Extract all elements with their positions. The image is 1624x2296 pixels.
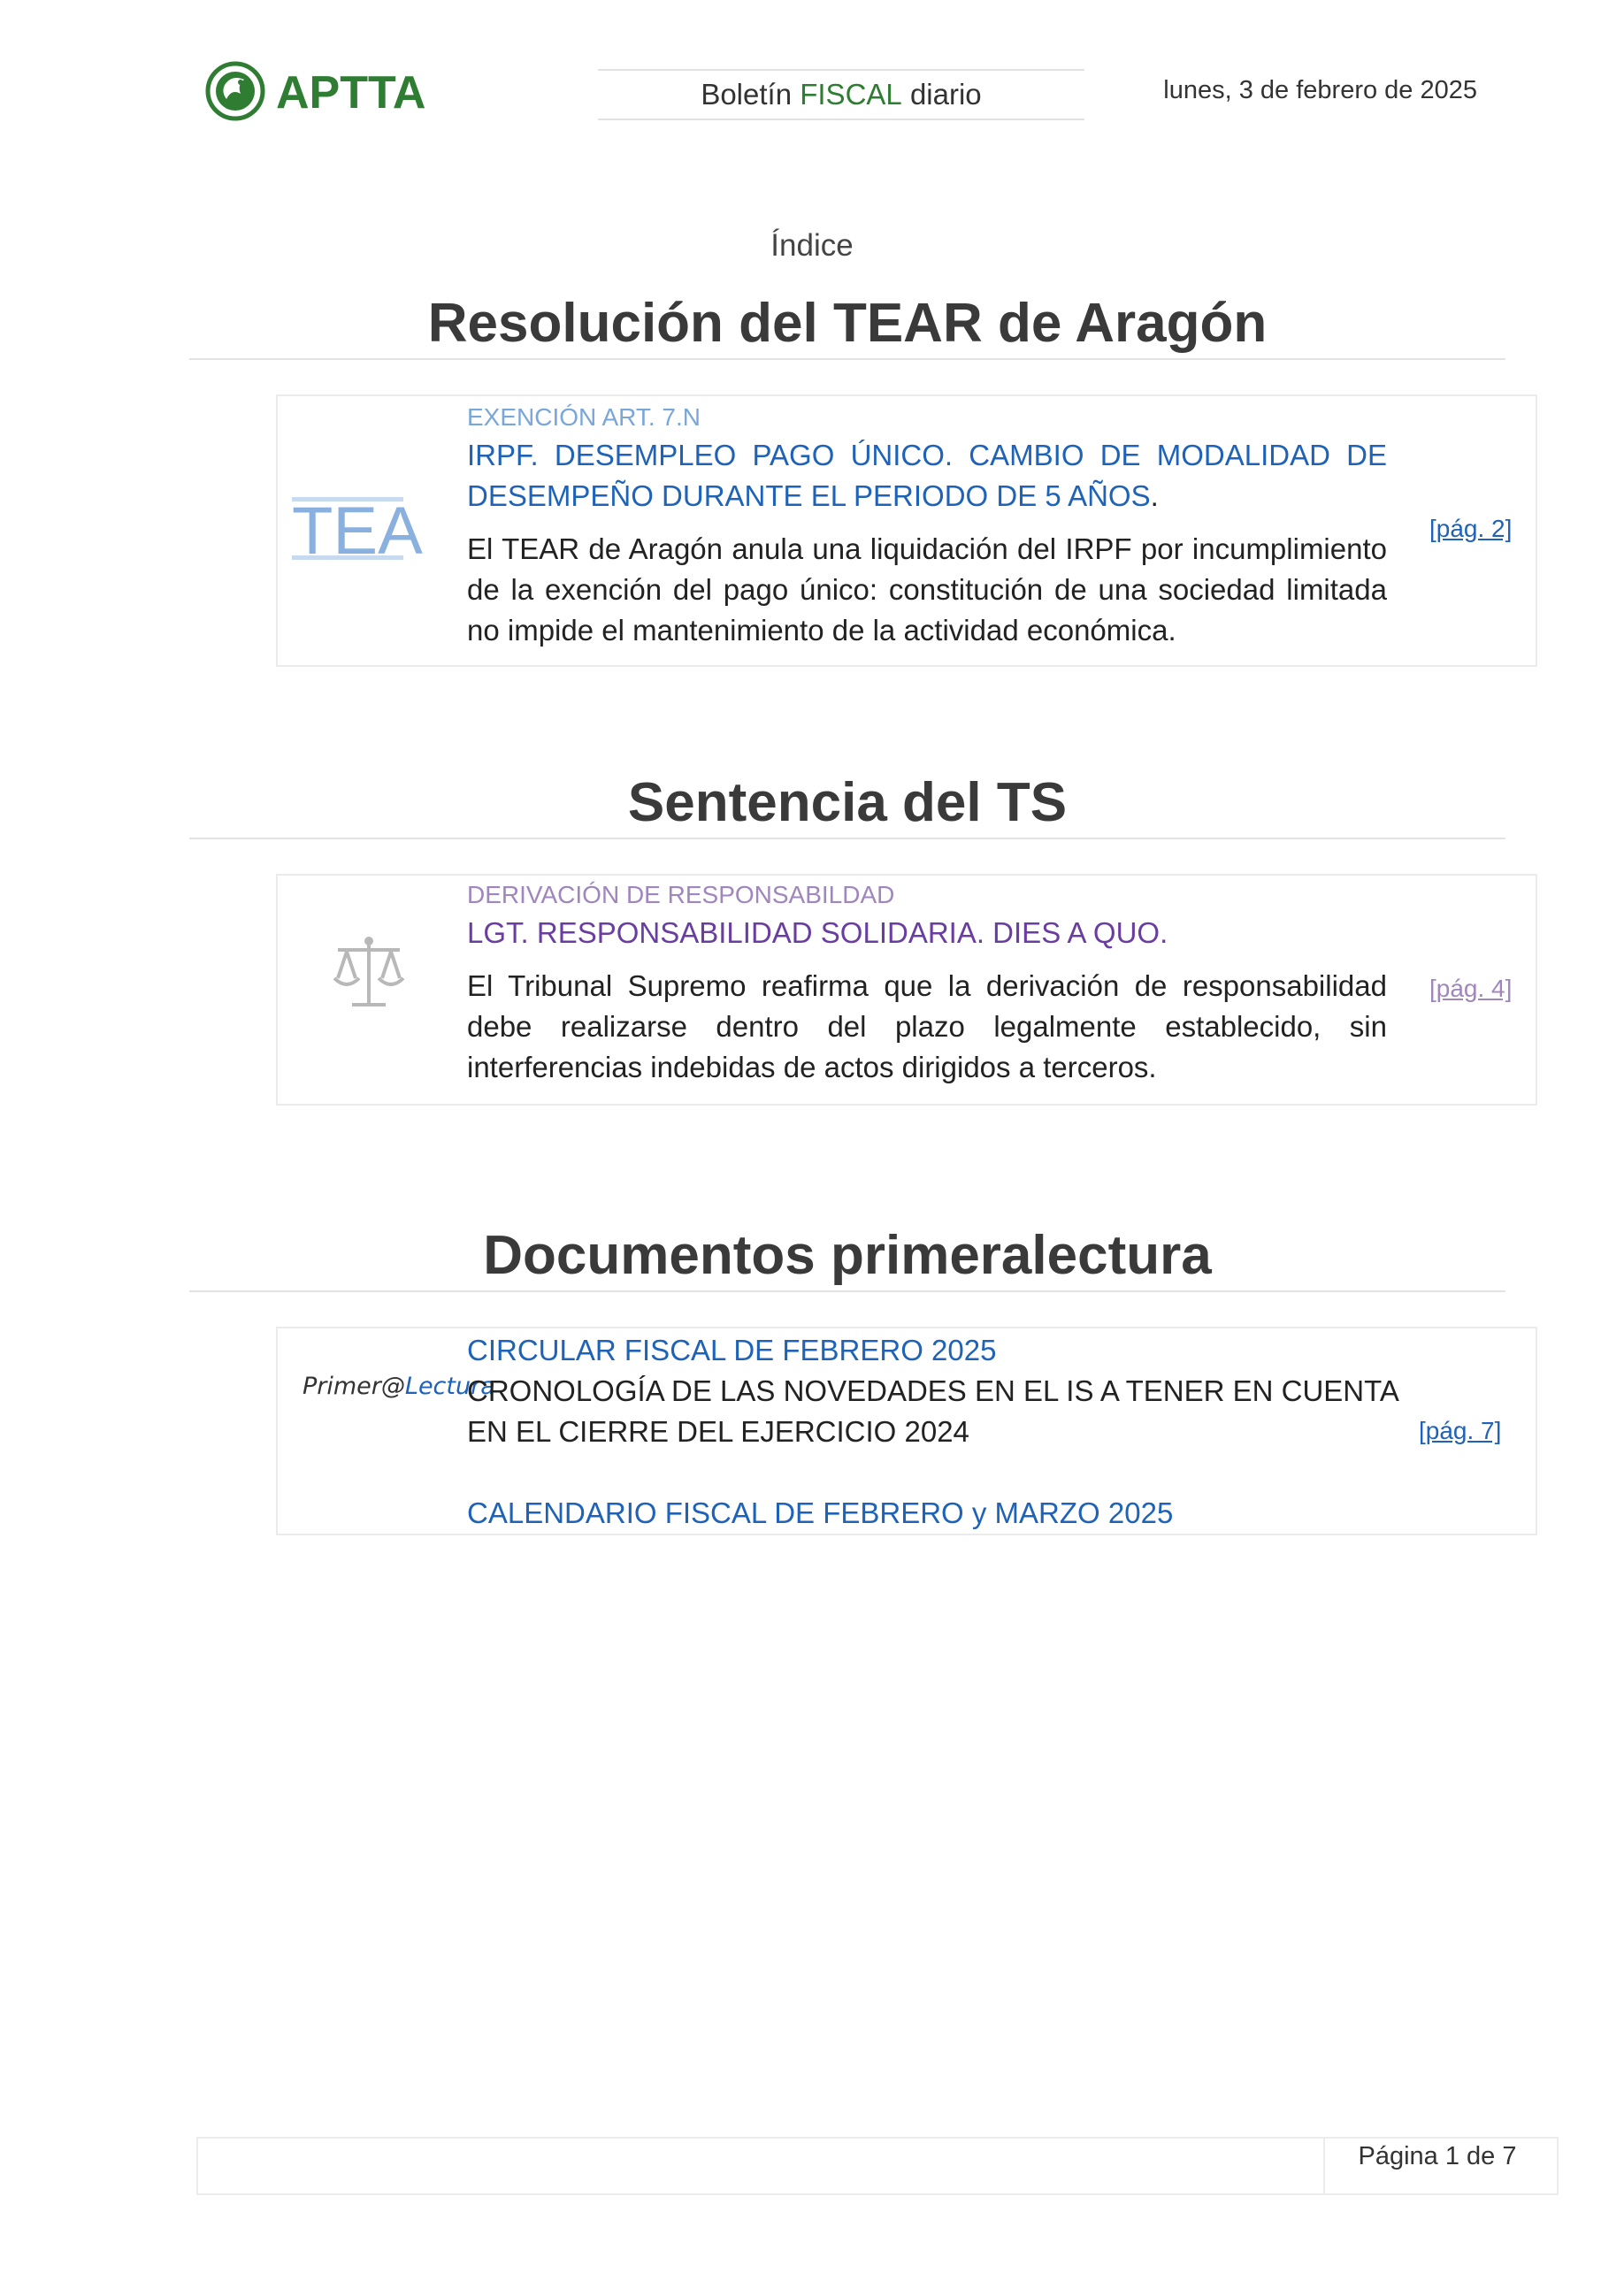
tea-logo-text: TEA — [292, 494, 423, 569]
index-label: Índice — [770, 228, 854, 263]
tea-logo — [292, 492, 423, 569]
card-description: El Tribunal Supremo reafirma que la derivación de responsabilidad debe realizarse dentro del plazo legalmente establecido, sin interferencias indebidas de actos dirigidos a terceros. — [467, 969, 1387, 1083]
circular-description: CRONOLOGÍA DE LAS NOVEDADES EN EL IS A TENER EN CUENTA EN EL CIERRE DEL EJERCICIO 2024 — [467, 1374, 1398, 1448]
card-kicker: EXENCIÓN ART. 7.N — [467, 403, 701, 431]
card-headline[interactable]: IRPF. DESEMPLEO PAGO ÚNICO. CAMBIO DE MODALIDAD DE DESEMPEÑO DURANTE EL PERIODO DE 5 AÑOS. — [467, 439, 1387, 512]
section-title-primeralectura: Documentos primeralectura — [189, 1224, 1505, 1292]
card-headline[interactable]: LGT. RESPONSABILIDAD SOLIDARIA. DIES A QUO. — [467, 916, 1168, 949]
page-link-2[interactable]: [pág. 2] — [1429, 515, 1513, 542]
card-primeralectura — [276, 1327, 1537, 1535]
primeralectura-logo — [303, 1373, 495, 1408]
circular-title[interactable]: CIRCULAR FISCAL DE FEBRERO 2025 — [467, 1334, 997, 1366]
page-number: Página 1 de 7 — [1358, 2142, 1517, 2170]
logo-text-primer: Primer@ — [303, 1373, 405, 1400]
page-link-4[interactable]: [pág. 4] — [1429, 975, 1513, 1002]
card-headline-text[interactable]: IRPF. DESEMPLEO PAGO ÚNICO. CAMBIO DE MODALIDAD DE DESEMPEÑO DURANTE EL PERIODO DE 5 AÑOS — [467, 439, 1387, 512]
aptta-logo — [205, 58, 462, 124]
section-title-ts: Sentencia del TS — [189, 771, 1505, 839]
bulletin-fiscal: FISCAL — [800, 78, 902, 111]
bulletin-title — [598, 69, 1084, 120]
bulletin-date: lunes, 3 de febrero de 2025 — [1163, 76, 1477, 104]
scales-icon — [329, 932, 409, 1012]
card-kicker: DERIVACIÓN DE RESPONSABILDAD — [467, 881, 895, 908]
calendar-title[interactable]: CALENDARIO FISCAL DE FEBRERO y MARZO 2025 — [467, 1496, 1174, 1529]
logo-text: APTTA — [276, 67, 426, 119]
card-tear — [276, 394, 1537, 667]
section-title-tear: Resolución del TEAR de Aragón — [189, 292, 1505, 360]
card-description: El TEAR de Aragón anula una liquidación del IRPF por incumplimiento de la exención del pago único: constitución de una sociedad limitada no impide el mantenimiento de la actividad económica. — [467, 532, 1387, 647]
logo-text-lectura: Lectura — [404, 1373, 495, 1400]
footer-divider — [1323, 2137, 1325, 2195]
page-link-7[interactable]: [pág. 7] — [1419, 1417, 1502, 1444]
bulletin-prefix: Boletín — [701, 78, 793, 111]
card-ts — [276, 874, 1537, 1106]
bulletin-suffix: diario — [909, 78, 982, 111]
